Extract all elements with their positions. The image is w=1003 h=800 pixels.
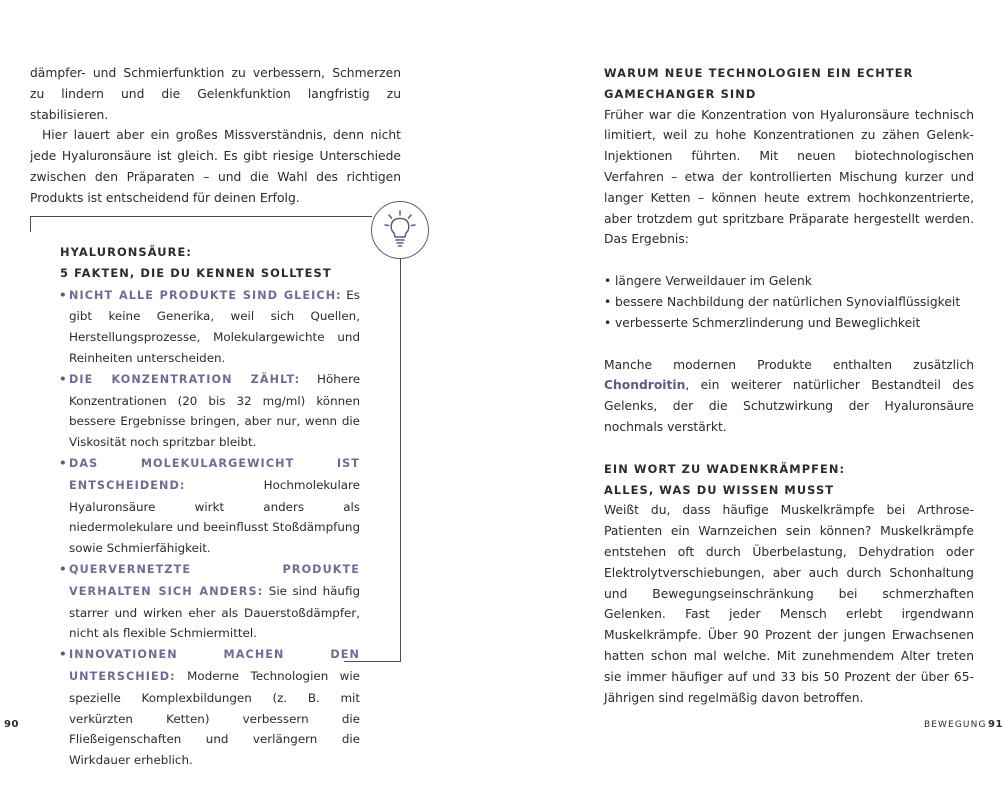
chondroitin-highlight: Chondroitin <box>604 378 686 393</box>
list-item-text: verbesserte Schmerzlinderung und Beweglichkeit <box>615 315 921 330</box>
benefits-list <box>604 271 974 333</box>
fact-title: DAS MOLEKULARGEWICHT IST ENTSCHEIDEND: <box>69 456 360 492</box>
list-item <box>604 292 974 313</box>
fact-text: Hochmolekulare Hyaluronsäure wirkt anders als niedermolekulare und beeinflusst Stoßdämpfung sowie Schmierfähigkeit. <box>69 477 360 556</box>
intro-paragraph-2: Hier lauert aber ein großes Missverständnis, denn nicht jede Hyaluronsäure ist gleich. Es gibt riesige Unterschiede zwischen den Präparaten – und die Wahl des richtigen Produkts ist entscheidend für deinen Erfolg. <box>30 128 401 205</box>
box-frame-right <box>400 258 401 662</box>
fact-item <box>60 369 360 453</box>
facts-list <box>60 285 360 771</box>
list-item-text: längere Verweildauer im Gelenk <box>615 274 812 289</box>
fact-title: QUERVERNETZTE PRODUKTE VERHALTEN SICH ANDERS: <box>69 562 360 598</box>
fact-title: DIE KONZENTRATION ZÄHLT: <box>69 372 301 386</box>
section-heading-1-line-1: WARUM NEUE TECHNOLOGIEN EIN ECHTER <box>604 66 914 80</box>
bullet-dot: • <box>59 287 67 302</box>
lightbulb-icon <box>371 201 429 259</box>
bullet-dot: • <box>59 371 67 386</box>
left-page <box>0 0 500 800</box>
section-2-paragraph-1: Weißt du, dass häufige Muskelkrämpfe bei Arthrose-Patienten ein Warnzeichen sein können? Muskelkrämpfe entstehen oft durch Überbelastung, Dehydration oder Elektrolytverschiebungen, aber auch durch Schonhaltung und Bewegungseinschränkung bei schmerzhaften Gelenken. Fast jeder Mensch erlebt irgendwann Muskelkrämpfe. Über 90 Prozent der jungen Erwachsenen hatten schon mal welche. Mit zunehmendem Alter treten sie immer häufiger auf und 33 bis 50 Prozent der über 65-Jährigen sind regelmäßig davon betroffen. <box>604 503 974 705</box>
right-page <box>500 0 1003 800</box>
intro-paragraph-1: dämpfer- und Schmierfunktion zu verbessern, Schmerzen zu lindern und die Gelenkfunktion langfristig zu stabilisieren. <box>30 66 401 122</box>
fact-item <box>60 644 360 771</box>
fact-text: Sie sind häufig starrer und wirken eher als Dauerstoßdämpfer, nicht als flexible Schmiermittel. <box>69 583 360 641</box>
section-heading-2-line-1: EIN WORT ZU WADENKRÄMPFEN: <box>604 461 846 476</box>
fact-text: Es gibt keine Generika, weil sich Quellen, Herstellungsprozesse, Molekulargewichte und Reinheiten unterscheiden. <box>69 287 360 365</box>
page-number-right: 91 <box>988 719 1003 730</box>
fact-title: INNOVATIONEN MACHEN DEN UNTERSCHIED: <box>69 648 360 683</box>
fact-item <box>60 453 360 559</box>
section-1-paragraph-1: Früher war die Konzentration von Hyaluronsäure technisch limitiert, weil zu hohe Konzentrationen zu zähen Gelenk-Injektionen führten. Mit neuen biotechnologischen Verfahren – etwa der kontrollierten Mischung kurzer und langer Ketten – können heute extrem hochkonzentrierte, aber trotzdem gut spritzbare Präparate hergestellt werden. Das Ergebnis: <box>604 107 974 247</box>
list-item <box>604 271 974 292</box>
bullet-dot: • <box>59 455 67 470</box>
bullet-dot: • <box>604 315 612 330</box>
box-heading-line-1: HYALURONSÄURE: <box>60 245 193 259</box>
page-number-left: 90 <box>4 719 19 730</box>
running-head: BEWEGUNG <box>924 720 987 730</box>
p2-before: Manche modernen Produkte enthalten zusätzlich <box>604 357 974 372</box>
fact-item <box>60 285 360 369</box>
bullet-dot: • <box>604 294 612 309</box>
section-heading-2-line-2: ALLES, WAS DU WISSEN MUSST <box>604 482 835 497</box>
fact-title: NICHT ALLE PRODUKTE SIND GLEICH: <box>69 288 342 302</box>
box-heading-line-2: 5 FAKTEN, DIE DU KENNEN SOLLTEST <box>60 265 332 280</box>
fact-item <box>60 559 360 644</box>
bullet-dot: • <box>59 647 67 662</box>
list-item-text: bessere Nachbildung der natürlichen Synovialflüssigkeit <box>615 294 961 309</box>
box-frame-top <box>30 216 372 217</box>
right-column <box>604 63 974 708</box>
left-intro-text <box>30 63 401 209</box>
bullet-dot: • <box>59 561 67 576</box>
fact-text: Höhere Konzentrationen (20 bis 32 mg/ml) können bessere Ergebnisse bringen, aber nur, wenn die Viskosität noch spritzbar bleibt. <box>69 371 361 450</box>
bullet-dot: • <box>604 274 612 289</box>
facts-box <box>60 242 360 771</box>
p2-after: , ein weiterer natürlicher Bestandteil des Gelenks, der die Schutzwirkung der Hyaluronsäure nochmals verstärkt. <box>604 378 974 434</box>
list-item <box>604 313 974 334</box>
section-heading-1-line-2: GAMECHANGER SIND <box>604 86 757 101</box>
box-frame-left <box>30 216 31 232</box>
fact-text: Moderne Technologien wie spezielle Komplexbildungen (z. B. mit verkürzten Ketten) verbessern die Fließeigenschaften und verlängern die Wirkdauer erheblich. <box>69 668 360 768</box>
section-1-paragraph-2 <box>604 355 974 438</box>
